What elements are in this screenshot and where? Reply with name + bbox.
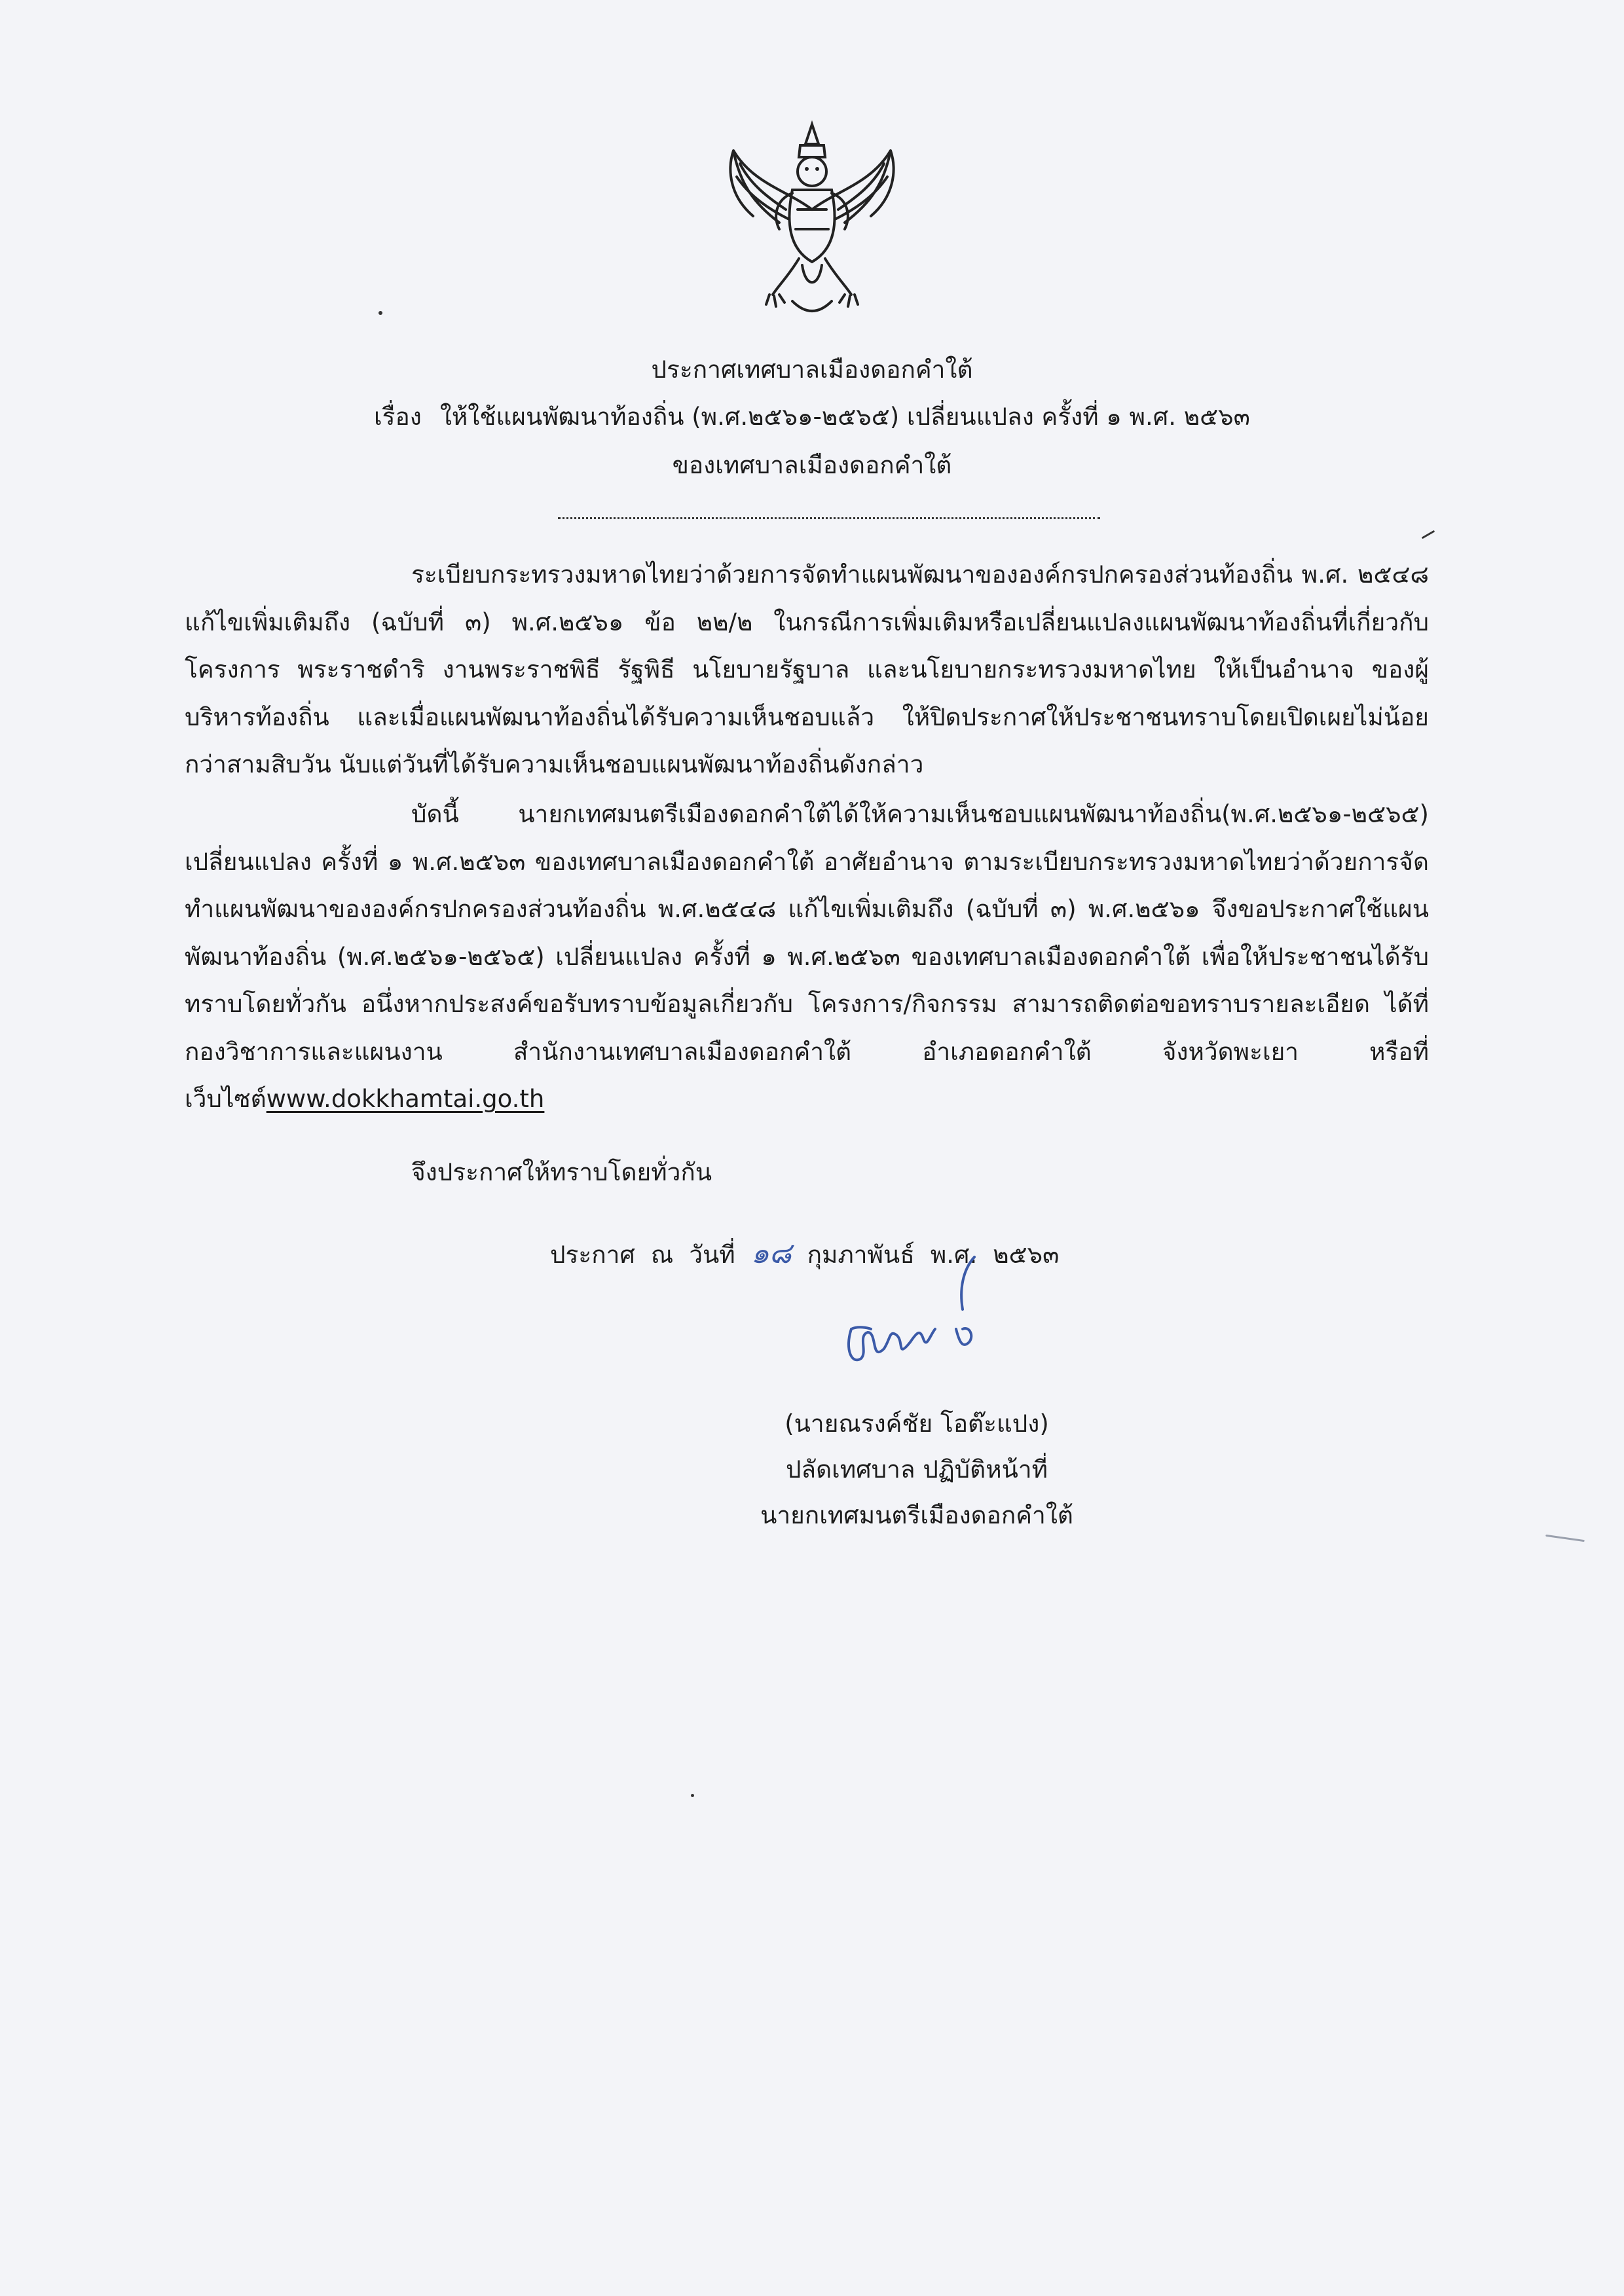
- paragraph-regulation: ระเบียบกระทรวงมหาดไทยว่าด้วยการจัดทำแผนพัฒนาขององค์กรปกครองส่วนท้องถิ่น พ.ศ. ๒๕๔๘ แก้ไขเพิ่มเติมถึง (ฉบับที่ ๓) พ.ศ.๒๕๖๑ ข้อ ๒๒/๒ ในกรณีการเพิ่มเติมหรือเปลี่ยนแปลงแผนพัฒนาท้องถิ่นที่เกี่ยวกับโครงการ พระราชดำริ งานพระราชพิธี รัฐพิธี นโยบายรัฐบาล และนโยบายกระทรวงมหาดไทย ให้เป็นอำนาจ ของผู้บริหารท้องถิ่น และเมื่อแผนพัฒนาท้องถิ่นได้รับความเห็นชอบแล้ว ให้ปิดประกาศให้ประชาชนทราบโดยเปิดเผยไม่น้อยกว่าสามสิบวัน นับแต่วันที่ได้รับความเห็นชอบแผนพัฒนาท้องถิ่นดังกล่าว: [185, 560, 1429, 778]
- date-year-label: พ.ศ.: [930, 1241, 978, 1269]
- date-year: ๒๕๖๓: [993, 1241, 1060, 1269]
- date-month: กุมภาพันธ์: [807, 1241, 915, 1269]
- paragraph-announcement: [185, 791, 1429, 1123]
- dotted-divider: [558, 517, 1100, 519]
- scan-speck: [1422, 530, 1435, 539]
- signatory-position: ปลัดเทศบาล ปฏิบัติหน้าที่: [785, 1455, 1048, 1484]
- date-prefix: ประกาศ: [550, 1241, 635, 1269]
- subject-text: ให้ใช้แผนพัฒนาท้องถิ่น (พ.ศ.๒๕๖๑-๒๕๖๕) เปลี่ยนแปลง ครั้งที่ ๑ พ.ศ. ๒๕๖๓: [439, 403, 1250, 431]
- signatory-name: (นายณรงค์ชัย โอต๊ะแปง): [784, 1410, 1049, 1438]
- closing-statement: จึงประกาศให้ทราบโดยทั่วกัน: [411, 1158, 712, 1186]
- signatory-acting-as: นายกเทศมนตรีเมืองดอกคำใต้: [760, 1501, 1073, 1529]
- scan-speck: [691, 1794, 694, 1797]
- scan-speck: [1545, 1535, 1585, 1542]
- subject-line-2: ของเทศบาลเมืองดอกคำใต้: [672, 451, 952, 479]
- garuda-emblem-icon: [714, 111, 910, 321]
- handwritten-signature: [832, 1244, 1041, 1401]
- paragraph-announcement-text: บัดนี้ นายกเทศมนตรีเมืองดอกคำใต้ได้ให้ความเห็นชอบแผนพัฒนาท้องถิ่น(พ.ศ.๒๕๖๑-๒๕๖๕) เปลี่ยนแปลง ครั้งที่ ๑ พ.ศ.๒๕๖๓ ของเทศบาลเมืองดอกคำใต้ อาศัยอำนาจ ตามระเบียบกระทรวงมหาดไทยว่าด้วยการจัดทำแผนพัฒนาขององค์กรปกครองส่วนท้องถิ่น พ.ศ.๒๕๔๘ แก้ไขเพิ่มเติมถึง (ฉบับที่ ๓) พ.ศ.๒๕๖๑ จึงขอประกาศใช้แผนพัฒนาท้องถิ่น (พ.ศ.๒๕๖๑-๒๕๖๕) เปลี่ยนแปลง ครั้งที่ ๑ พ.ศ.๒๕๖๓ ของเทศบาลเมืองดอกคำใต้ เพื่อให้ประชาชนได้รับทราบโดยทั่วกัน อนึ่งหากประสงค์ขอรับทราบข้อมูลเกี่ยวกับ โครงการ/กิจกรรม สามารถติดต่อขอทราบรายละเอียด ได้ที่กองวิชาการและแผนงาน สำนักงานเทศบาลเมืองดอกคำใต้ อำเภอดอกคำใต้ จังหวัดพะเยา หรือที่ เว็บไซต์: [185, 800, 1429, 1113]
- scan-speck: [378, 311, 382, 315]
- subject-label: เรื่อง: [374, 403, 422, 431]
- announcement-title: ประกาศเทศบาลเมืองดอกคำใต้: [651, 355, 973, 384]
- website-link[interactable]: www.dokkhamtai.go.th: [266, 1085, 545, 1113]
- date-day-label: วันที่: [689, 1241, 735, 1269]
- subject-line: [0, 401, 1624, 433]
- date-at: ณ: [650, 1241, 674, 1269]
- date-day-handwritten: ๑๘: [750, 1237, 792, 1270]
